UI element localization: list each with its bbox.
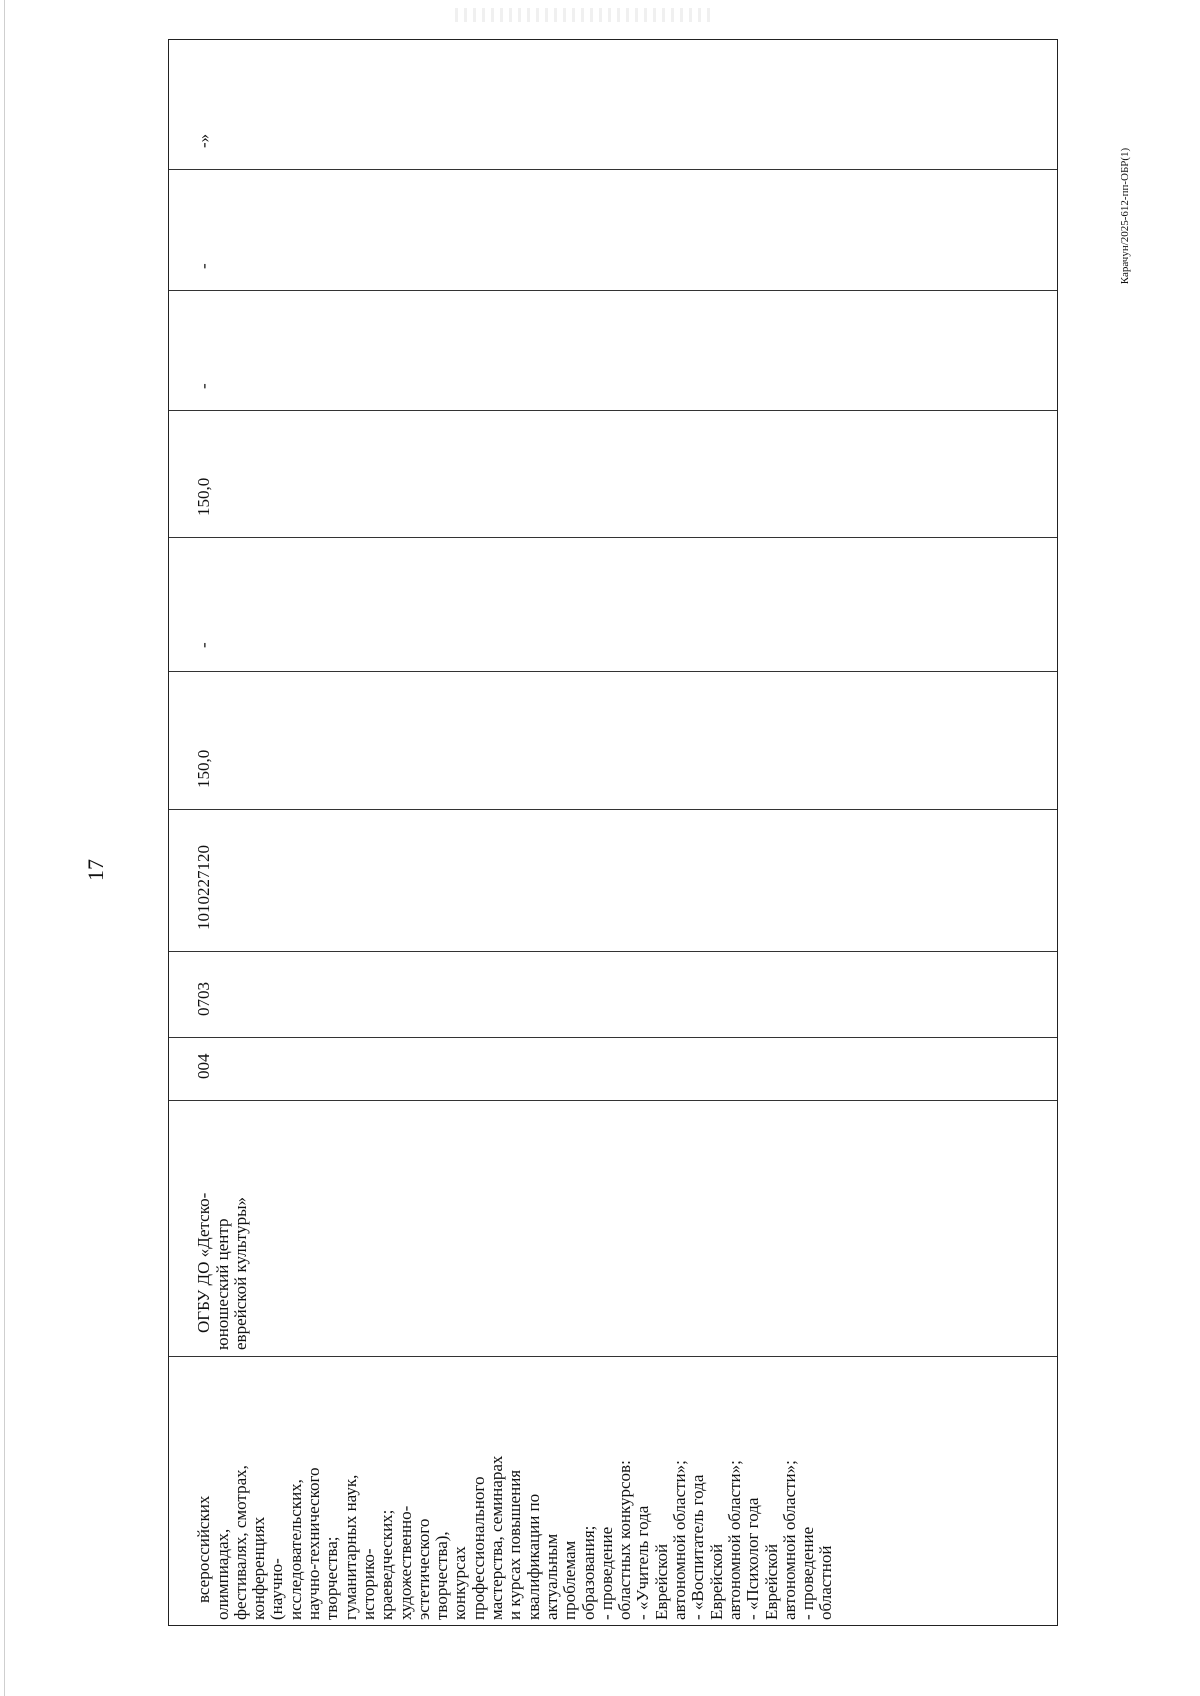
table-divider [169, 671, 1057, 672]
target-article-code: 1010227120 [194, 845, 214, 930]
cell-description [177, 1362, 854, 1620]
cell-regional [177, 478, 232, 533]
description-text: всероссийских олимпиадах, фестивалях, смотрах, конференциях (научно- исследовательских, научно-технического творчества; гуманитарных наук, историко- краеведческих; художественно- эстетического творчества), конкурсах профессионального мастерства, семинарах и курсах повышения квалификации по актуальным проблемам образования; - проведение областных конкурсов: - «Учитель года Еврейской автономной области»; - «Воспитатель года Еврейской автономной области»; - «Психолог года Еврейской автономной области»; - проведение областной [194, 1455, 836, 1620]
table-divider [169, 290, 1057, 291]
table-divider [169, 537, 1057, 538]
page-number: 17 [83, 859, 108, 881]
local-value: - [194, 383, 214, 389]
cell-section [177, 982, 232, 1033]
cell-local [177, 383, 232, 406]
table-divider [169, 1037, 1057, 1038]
end-mark: -» [194, 133, 214, 148]
regional-value: 150,0 [194, 477, 214, 516]
executor-text: ОГБУ ДО «Детско- юношеский центр еврейской культуры» [194, 1192, 250, 1350]
page-edge [4, 0, 5, 1696]
other-value: - [194, 263, 214, 269]
cell-total [177, 750, 232, 805]
table-divider [169, 809, 1057, 810]
budget-table [168, 39, 1058, 1626]
federal-value: - [194, 642, 214, 648]
document-code: Карачун/2025-612-пп-ОБР(1) [1119, 147, 1131, 285]
scan-artifact [455, 8, 715, 22]
cell-grbs [177, 1054, 232, 1097]
cell-federal [177, 642, 232, 665]
cell-executor [177, 1105, 268, 1350]
cell-end-mark [177, 134, 232, 165]
table-divider [169, 169, 1057, 170]
table-divider [169, 1356, 1057, 1357]
total-value: 150,0 [194, 749, 214, 788]
cell-other [177, 263, 232, 286]
table-divider [169, 1100, 1057, 1101]
cell-target-article [177, 845, 232, 947]
table-divider [169, 951, 1057, 952]
table-divider [169, 410, 1057, 411]
grbs-code: 004 [194, 1053, 214, 1079]
section-code: 0703 [194, 982, 214, 1016]
